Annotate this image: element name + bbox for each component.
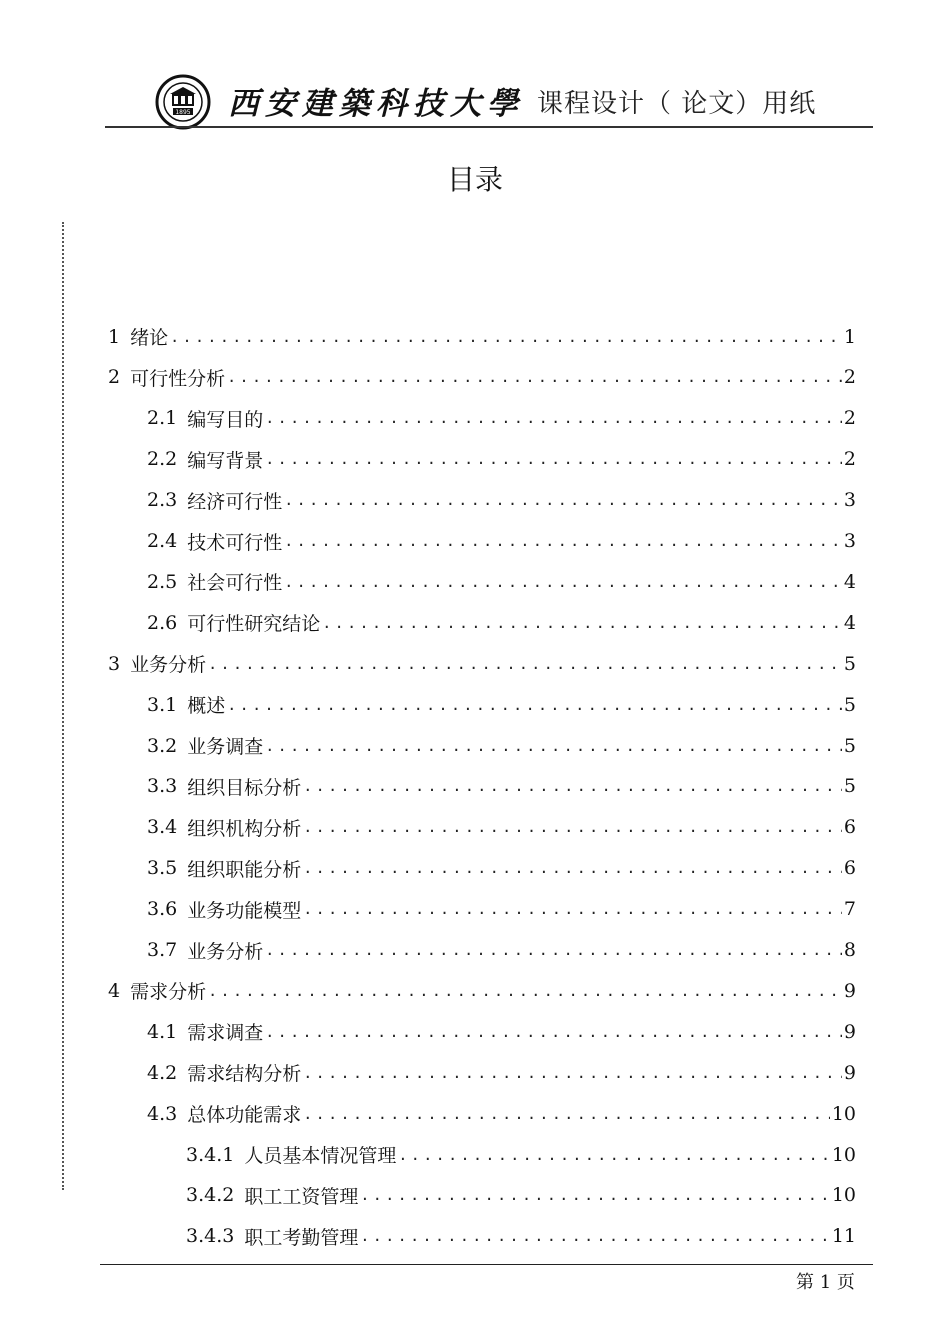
toc-entry-page: 2 xyxy=(843,448,856,471)
toc-leader-dots xyxy=(265,1023,842,1041)
toc-entry-title: 业务功能模型 xyxy=(187,899,302,922)
toc-entry[interactable] xyxy=(147,521,856,562)
toc-entry-page: 10 xyxy=(831,1143,856,1166)
university-seal-icon xyxy=(155,74,211,130)
toc-entry[interactable] xyxy=(147,480,856,521)
toc-entry[interactable] xyxy=(147,602,856,643)
header-divider xyxy=(105,126,873,128)
toc-entry[interactable] xyxy=(147,1052,856,1093)
toc-entry-page: 9 xyxy=(843,1020,856,1043)
toc-leader-dots xyxy=(303,1105,830,1123)
toc-leader-dots xyxy=(265,450,842,468)
toc-entry-page: 5 xyxy=(843,775,856,798)
toc-leader-dots xyxy=(303,777,842,795)
toc-entry-page: 4 xyxy=(843,570,856,593)
toc-entry[interactable] xyxy=(147,398,856,439)
toc-entry-page: 4 xyxy=(843,611,856,634)
toc-leader-dots xyxy=(303,900,842,918)
toc-entry[interactable] xyxy=(147,725,856,766)
toc-entry[interactable] xyxy=(147,930,856,971)
toc-entry-number: 3 xyxy=(108,652,121,675)
toc-entry-page: 1 xyxy=(843,325,856,348)
toc-leader-dots xyxy=(398,1146,829,1164)
toc-entry-number: 3.4.3 xyxy=(186,1225,235,1248)
footer-divider xyxy=(100,1264,873,1265)
toc-leader-dots xyxy=(284,491,842,509)
toc-entry[interactable] xyxy=(147,1011,856,1052)
toc-entry-page: 5 xyxy=(843,734,856,757)
toc-entry-title: 技术可行性 xyxy=(187,531,283,554)
toc-entry-page: 6 xyxy=(843,857,856,880)
toc-entry[interactable] xyxy=(147,889,856,930)
toc-entry[interactable] xyxy=(108,316,856,357)
toc-leader-dots xyxy=(284,573,842,591)
toc-entry[interactable] xyxy=(147,561,856,602)
page-header xyxy=(105,70,873,128)
toc-leader-dots xyxy=(360,1227,829,1245)
toc-entry-number: 2.5 xyxy=(147,570,178,593)
school-name: 西安建築科技大學 xyxy=(228,86,524,122)
toc-entry-number: 2.3 xyxy=(147,489,178,512)
logo-year: 1895 xyxy=(175,109,191,116)
toc-leader-dots xyxy=(227,368,842,386)
toc-entry-number: 3.4.2 xyxy=(186,1184,235,1207)
toc-entry-number: 2 xyxy=(108,366,121,389)
toc-entry-title: 职工工资管理 xyxy=(244,1185,359,1208)
toc-entry-number: 2.1 xyxy=(147,407,178,430)
toc-entry-title: 组织职能分析 xyxy=(187,858,302,881)
toc-entry-number: 2.4 xyxy=(147,530,178,552)
toc-entry-page: 2 xyxy=(843,407,856,430)
toc-entry-page: 11 xyxy=(831,1225,856,1248)
toc-entry-page: 7 xyxy=(843,898,856,921)
toc-entry[interactable] xyxy=(186,1175,856,1216)
toc-entry-number: 3.7 xyxy=(147,939,178,961)
toc-entry-number: 4.2 xyxy=(147,1061,178,1084)
toc-entry[interactable] xyxy=(147,439,856,480)
toc-entry[interactable] xyxy=(147,807,856,848)
toc-leader-dots xyxy=(265,409,842,427)
toc-entry-page: 9 xyxy=(843,979,856,1002)
toc-entry-title: 组织机构分析 xyxy=(187,817,302,840)
toc-entry-title: 组织目标分析 xyxy=(187,776,302,799)
toc-entry-number: 3.6 xyxy=(147,898,178,921)
toc-entry-number: 4 xyxy=(108,979,121,1002)
toc-entry-page: 2 xyxy=(843,366,856,389)
toc-leader-dots xyxy=(303,1064,842,1082)
toc-entry-title: 人员基本情况管理 xyxy=(244,1145,397,1167)
toc-entry[interactable] xyxy=(147,848,856,889)
toc-leader-dots xyxy=(360,1186,829,1204)
toc-entry-title: 经济可行性 xyxy=(187,490,283,513)
toc-entry-title: 编写背景 xyxy=(187,449,264,472)
toc-entry[interactable] xyxy=(108,970,856,1011)
toc-entry[interactable] xyxy=(186,1216,856,1257)
toc-entry-page: 5 xyxy=(843,693,856,716)
toc-entry-page: 8 xyxy=(843,939,856,961)
toc-entry-title: 概述 xyxy=(187,695,226,718)
toc-leader-dots xyxy=(284,532,842,550)
toc-entry-number: 3.3 xyxy=(147,775,178,798)
toc-entry-page: 3 xyxy=(843,530,856,552)
toc-entry-title: 需求调查 xyxy=(187,1022,264,1045)
toc-entry-number: 1 xyxy=(108,325,121,348)
binding-margin-line xyxy=(62,222,64,1190)
toc-entry[interactable] xyxy=(147,684,856,725)
toc-leader-dots xyxy=(265,737,842,755)
toc-leader-dots xyxy=(170,328,842,346)
toc-entry-page: 5 xyxy=(843,652,856,675)
toc-entry-title: 可行性分析 xyxy=(130,367,226,390)
toc-entry-page: 3 xyxy=(843,489,856,512)
paper-type-label: 课程设计（ 论文）用纸 xyxy=(537,89,817,119)
toc-entry-page: 6 xyxy=(843,816,856,839)
toc-leader-dots xyxy=(303,818,842,836)
toc-leader-dots xyxy=(265,941,842,959)
toc-leader-dots xyxy=(208,982,842,1000)
toc-entry-page: 10 xyxy=(831,1184,856,1207)
toc-leader-dots xyxy=(227,696,842,714)
toc-entry[interactable] xyxy=(108,357,856,398)
toc-entry-page: 10 xyxy=(831,1102,856,1125)
toc-entry-number: 2.2 xyxy=(147,448,178,471)
toc-entry-number: 3.5 xyxy=(147,857,178,880)
toc-entry-number: 4.1 xyxy=(147,1020,178,1043)
toc-entry-title: 业务分析 xyxy=(187,940,264,963)
toc-entry-number: 3.1 xyxy=(147,693,178,716)
toc-entry-page: 9 xyxy=(843,1061,856,1084)
toc-entry-title: 总体功能需求 xyxy=(187,1104,302,1127)
page-number: 第 1 页 xyxy=(796,1272,855,1293)
toc-entry-title: 需求分析 xyxy=(130,981,207,1004)
toc-entry[interactable] xyxy=(186,1134,856,1175)
toc-entry[interactable] xyxy=(147,1093,856,1134)
toc-leader-dots xyxy=(208,655,842,673)
toc-entry-title: 编写目的 xyxy=(187,408,264,431)
toc-entry[interactable] xyxy=(147,766,856,807)
toc-entry-title: 绪论 xyxy=(130,327,169,349)
toc-entry-title: 业务调查 xyxy=(187,736,264,758)
toc-entry-title: 职工考勤管理 xyxy=(244,1226,359,1249)
toc-entry-number: 3.2 xyxy=(147,734,178,757)
page-title: 目录 xyxy=(446,163,503,196)
toc-leader-dots xyxy=(322,614,842,632)
toc-entry-title: 社会可行性 xyxy=(187,572,283,595)
toc-entry-number: 4.3 xyxy=(147,1102,178,1125)
toc-leader-dots xyxy=(303,859,842,877)
toc-entry-number: 2.6 xyxy=(147,611,178,634)
toc-entry-title: 需求结构分析 xyxy=(187,1063,302,1086)
toc-entry[interactable] xyxy=(108,643,856,684)
toc-entry-number: 3.4 xyxy=(147,816,178,839)
toc-entry-title: 业务分析 xyxy=(130,654,207,677)
toc-entry-number: 3.4.1 xyxy=(186,1143,235,1166)
toc-entry-title: 可行性研究结论 xyxy=(187,613,321,636)
